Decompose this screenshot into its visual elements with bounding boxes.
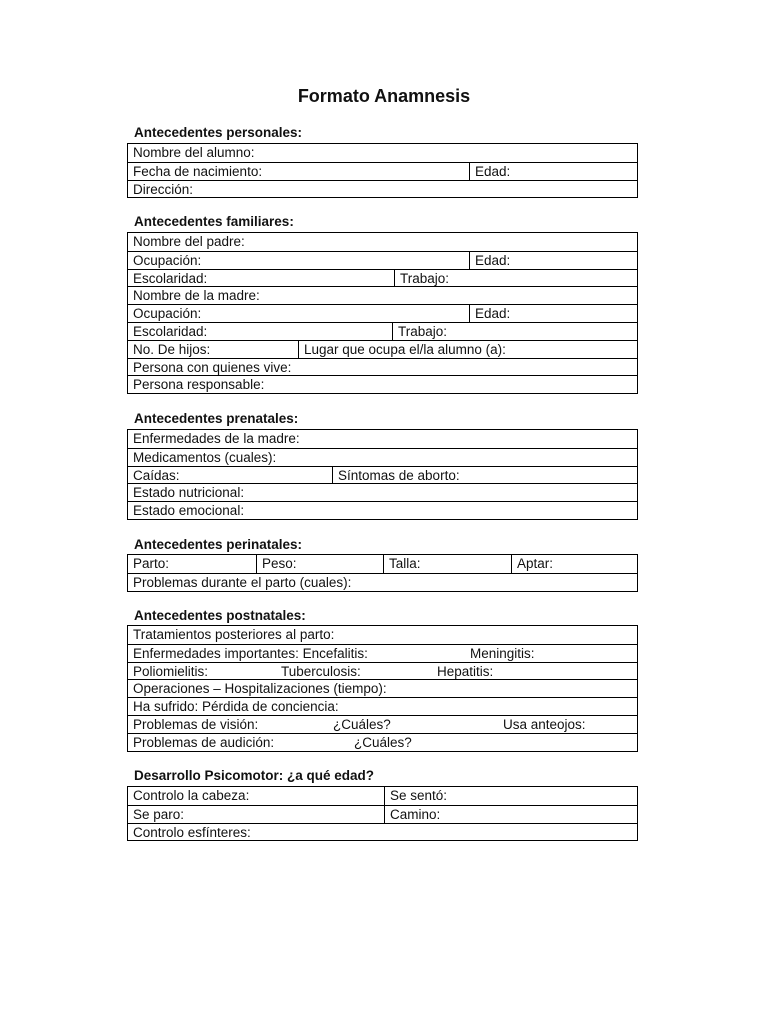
escolaridad-madre-field[interactable]: Escolaridad:: [133, 323, 208, 339]
camino-field[interactable]: Camino:: [384, 806, 637, 823]
table-postnatales: [127, 625, 638, 752]
table-row: [128, 662, 637, 680]
encefalitis-label: Enfermedades importantes: Encefalitis:: [133, 645, 368, 661]
table-personales: [127, 143, 638, 198]
nombre-padre-field[interactable]: Nombre del padre:: [133, 234, 245, 249]
numero-hijos-field[interactable]: No. De hijos:: [133, 341, 211, 357]
table-row: [128, 269, 637, 287]
anteojos-label: Usa anteojos:: [503, 716, 586, 732]
escolaridad-padre-field[interactable]: Escolaridad:: [133, 270, 208, 286]
section-heading-personales: Antecedentes personales:: [134, 125, 303, 140]
table-row: [128, 448, 637, 466]
peso-field[interactable]: Peso:: [256, 555, 383, 573]
cuales-vision-label: ¿Cuáles?: [333, 716, 391, 732]
table-row: [128, 644, 637, 662]
table-row: [128, 823, 637, 841]
section-heading-perinatales: Antecedentes perinatales:: [134, 537, 303, 552]
estado-emocional-field[interactable]: Estado emocional:: [133, 503, 245, 519]
table-familiares: [127, 232, 638, 394]
control-esfinteres-field[interactable]: Controlo esfínteres:: [133, 824, 251, 840]
ocupacion-madre-field[interactable]: Ocupación:: [133, 306, 202, 322]
nombre-madre-field[interactable]: Nombre de la madre:: [133, 288, 260, 304]
operaciones-field[interactable]: Operaciones – Hospitalizaciones (tiempo):: [133, 681, 387, 697]
table-row: [128, 733, 637, 751]
table-row: [128, 304, 637, 322]
parto-field[interactable]: Parto:: [133, 556, 170, 571]
vision-label: Problemas de visión:: [133, 716, 259, 732]
problemas-audicion-field[interactable]: [128, 734, 637, 751]
problemas-parto-field[interactable]: Problemas durante el parto (cuales):: [133, 574, 352, 590]
problemas-vision-field[interactable]: [128, 716, 637, 733]
page-title: Formato Anamnesis: [297, 86, 471, 106]
section-heading-prenatales: Antecedentes prenatales:: [134, 411, 299, 426]
enfermedades-infecciosas-field[interactable]: [128, 663, 637, 680]
edad-madre-field[interactable]: Edad:: [469, 305, 637, 322]
aptar-field[interactable]: Aptar:: [511, 555, 637, 573]
table-row: [128, 358, 637, 376]
direccion-field[interactable]: Dirección:: [133, 181, 194, 197]
nombre-alumno-field[interactable]: Nombre del alumno:: [133, 145, 255, 160]
table-row: [128, 626, 637, 644]
table-row: [128, 375, 637, 393]
table-perinatales: [127, 554, 638, 592]
table-row: [128, 805, 637, 823]
table-row: [128, 286, 637, 304]
table-row: [128, 555, 637, 573]
table-row: [128, 715, 637, 733]
table-row: [128, 430, 637, 448]
table-row: [128, 697, 637, 715]
se-sento-field[interactable]: Se sentó:: [384, 787, 637, 805]
poliomielitis-label: Poliomielitis:: [133, 663, 209, 679]
section-heading-postnatales: Antecedentes postnatales:: [134, 608, 306, 623]
table-row: [128, 501, 637, 519]
table-row: [128, 233, 637, 251]
table-row: [128, 162, 637, 180]
edad-padre-field[interactable]: Edad:: [469, 252, 637, 269]
caidas-field[interactable]: Caídas:: [133, 467, 180, 483]
estado-nutricional-field[interactable]: Estado nutricional:: [133, 485, 245, 501]
trabajo-padre-field[interactable]: Trabajo:: [394, 270, 637, 287]
tuberculosis-label: Tuberculosis:: [281, 663, 361, 679]
enfermedades-importantes-field[interactable]: [128, 645, 637, 662]
table-row: [128, 483, 637, 501]
edad-field[interactable]: Edad:: [469, 163, 637, 180]
table-row: [128, 787, 637, 805]
perdida-conciencia-field[interactable]: Ha sufrido: Pérdida de conciencia:: [133, 699, 339, 715]
table-row: [128, 466, 637, 484]
fecha-nacimiento-field[interactable]: Fecha de nacimiento:: [133, 163, 263, 179]
persona-responsable-field[interactable]: Persona responsable:: [133, 377, 265, 393]
section-heading-psicomotor: Desarrollo Psicomotor: ¿a qué edad?: [134, 768, 375, 783]
table-row: [128, 679, 637, 697]
table-row: [128, 144, 637, 162]
hepatitis-label: Hepatitis:: [437, 663, 494, 679]
meningitis-label: Meningitis:: [470, 645, 535, 661]
table-row: [128, 322, 637, 340]
section-heading-familiares: Antecedentes familiares:: [134, 214, 294, 229]
tratamientos-field[interactable]: Tratamientos posteriores al parto:: [133, 627, 335, 642]
table-row: [128, 573, 637, 591]
persona-vive-field[interactable]: Persona con quienes vive:: [133, 359, 292, 375]
audicion-label: Problemas de audición:: [133, 734, 275, 750]
medicamentos-field[interactable]: Medicamentos (cuales):: [133, 449, 277, 465]
table-psicomotor: [127, 786, 638, 841]
table-row: [128, 340, 637, 358]
talla-field[interactable]: Talla:: [383, 555, 511, 573]
lugar-alumno-field[interactable]: Lugar que ocupa el/la alumno (a):: [298, 341, 637, 358]
control-cabeza-field[interactable]: Controlo la cabeza:: [133, 788, 250, 803]
trabajo-madre-field[interactable]: Trabajo:: [392, 323, 637, 340]
table-prenatales: [127, 429, 638, 520]
enfermedades-madre-field[interactable]: Enfermedades de la madre:: [133, 431, 300, 446]
table-row: [128, 251, 637, 269]
table-row: [128, 180, 637, 198]
sintomas-aborto-field[interactable]: Síntomas de aborto:: [332, 467, 637, 484]
se-paro-field[interactable]: Se paro:: [133, 806, 185, 822]
cuales-audicion-label: ¿Cuáles?: [354, 734, 412, 750]
ocupacion-padre-field[interactable]: Ocupación:: [133, 252, 202, 268]
